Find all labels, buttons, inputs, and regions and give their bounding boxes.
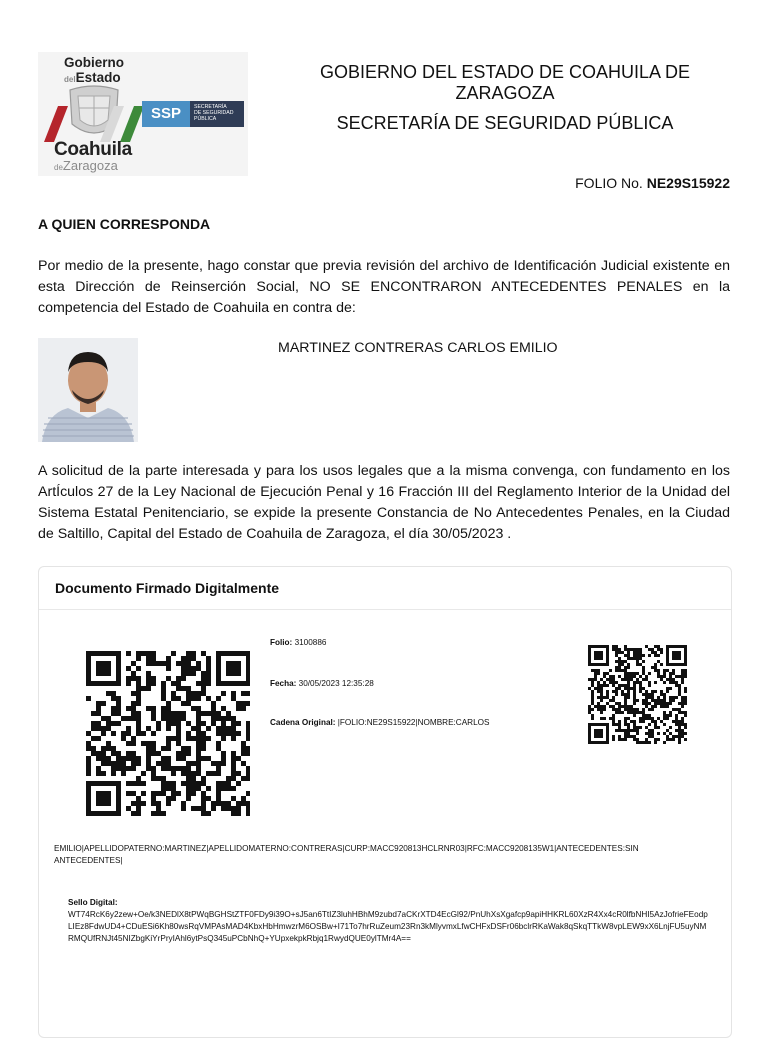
ssp-subtitle <box>194 104 234 122</box>
qr-code-large <box>86 651 250 823</box>
legal-basis-paragraph: A solicitud de la parte interesada y para los usos legales que a la misma convenga, con fundamento en los ArtÍculos 27 de la Ley Nacional de Ejecución Penal y 16 Fracción III del Reglamento Interior de la Unidad del Sistema Estatal Penitenciario, se expide la presente Constancia de No Antecedentes Penales, en la Ciudad de Saltillo, Capital del Estado de Coahuila de Zaragoza, el día 30/05/2023 . <box>38 463 730 542</box>
signature-folio <box>270 637 326 649</box>
card-title: Documento Firmado Digitalmente <box>55 580 280 596</box>
person-photo <box>38 338 138 442</box>
logo-del-text: del <box>64 75 76 84</box>
original-string <box>270 717 489 729</box>
logo-de-text: de <box>54 163 63 172</box>
ssp-badge <box>142 101 244 127</box>
signature-date-value: 30/05/2023 12:35:28 <box>298 679 374 688</box>
folio-label: FOLIO No. <box>575 175 643 191</box>
coat-of-arms-emblem-icon <box>42 84 146 142</box>
folio-number <box>575 175 730 191</box>
digital-seal-label <box>68 897 118 909</box>
original-string-value: |FOLIO:NE29S15922|NOMBRE:CARLOS <box>337 718 490 727</box>
signature-folio-label: Folio: <box>270 638 293 647</box>
ssp-label: SSP <box>142 101 190 127</box>
ssp-subtitle-line: SECRETARÍA <box>194 104 227 110</box>
signature-date-label: Fecha: <box>270 679 297 688</box>
logo-gobierno-text: Gobierno <box>64 55 124 70</box>
digital-seal-label-text: Sello Digital: <box>68 898 118 907</box>
original-string-continuation: EMILIO|APELLIDOPATERNO:MARTINEZ|APELLIDOMATERNO:CONTRERAS|CURP:MACC920813HCLRNR03|RFC:MACC9208135W1|ANTECEDENTES:SIN ANTECEDENTES| <box>54 844 639 865</box>
person-name: MARTINEZ CONTRERAS CARLOS EMILIO <box>278 340 558 356</box>
logo-estado-text: Estado <box>75 70 121 85</box>
ssp-subtitle-line: PÚBLICA <box>194 116 217 122</box>
logo-region-text: Zaragoza <box>62 158 118 173</box>
folio-value: NE29S15922 <box>646 175 730 191</box>
ssp-subtitle-line: DE SEGURIDAD <box>194 110 234 116</box>
secretariat-title: SECRETARÍA DE SEGURIDAD PÚBLICA <box>336 113 674 133</box>
logo-del-estado-text <box>64 70 121 85</box>
logo-coahuila-text: Coahuila <box>54 139 132 160</box>
digital-seal-value: WT74RcK6y2zew+Oe/k3NEDlX8tPWqBGHStZTF0FDy9i39O+sJ5an6TtIZ3luhHBhM9zubd7aCKrXTD4EcGl92/PnUhXsXgafcp9apiHHKRL60XzR4Xx4cR0lfbNHI5AzJofrieFEodpLIEz8FdwUD4+CDuESi6Kh80wsRqVMPAsMAD4KbxHbHmwzrM6OSBw+I71To7hrRuZeum23Rn3kMlyvmxLfwCHFxDSFr06bclrRKaWak8qSkqTTkW8vpLEW9xX6LnjFU5uyNMRMQUfRNJt45NIZbgKiYrPryIAhl6ytPsQ345uPCbNhQ+YUpxekpkRbjq1RwydQUE0ylTMr4A== <box>68 910 708 943</box>
original-string-label: Cadena Original: <box>270 718 336 727</box>
signature-folio-value: 3100886 <box>294 638 327 647</box>
government-logo <box>38 52 248 176</box>
government-title: GOBIERNO DEL ESTADO DE COAHUILA DE ZARAGOZA <box>319 62 691 103</box>
card-divider <box>39 609 731 610</box>
logo-zaragoza-text <box>54 158 118 173</box>
signature-date <box>270 678 374 690</box>
certification-paragraph: Por medio de la presente, hago constar que previa revisión del archivo de Identificación Judicial existente en esta Dirección de Reinserción Social, NO SE ENCONTRARON ANTECEDENTES PENALES en la competencia del Estado de Coahuila en contra de: <box>38 258 730 316</box>
qr-code-small <box>588 645 688 749</box>
salutation: A QUIEN CORRESPONDA <box>38 216 211 232</box>
